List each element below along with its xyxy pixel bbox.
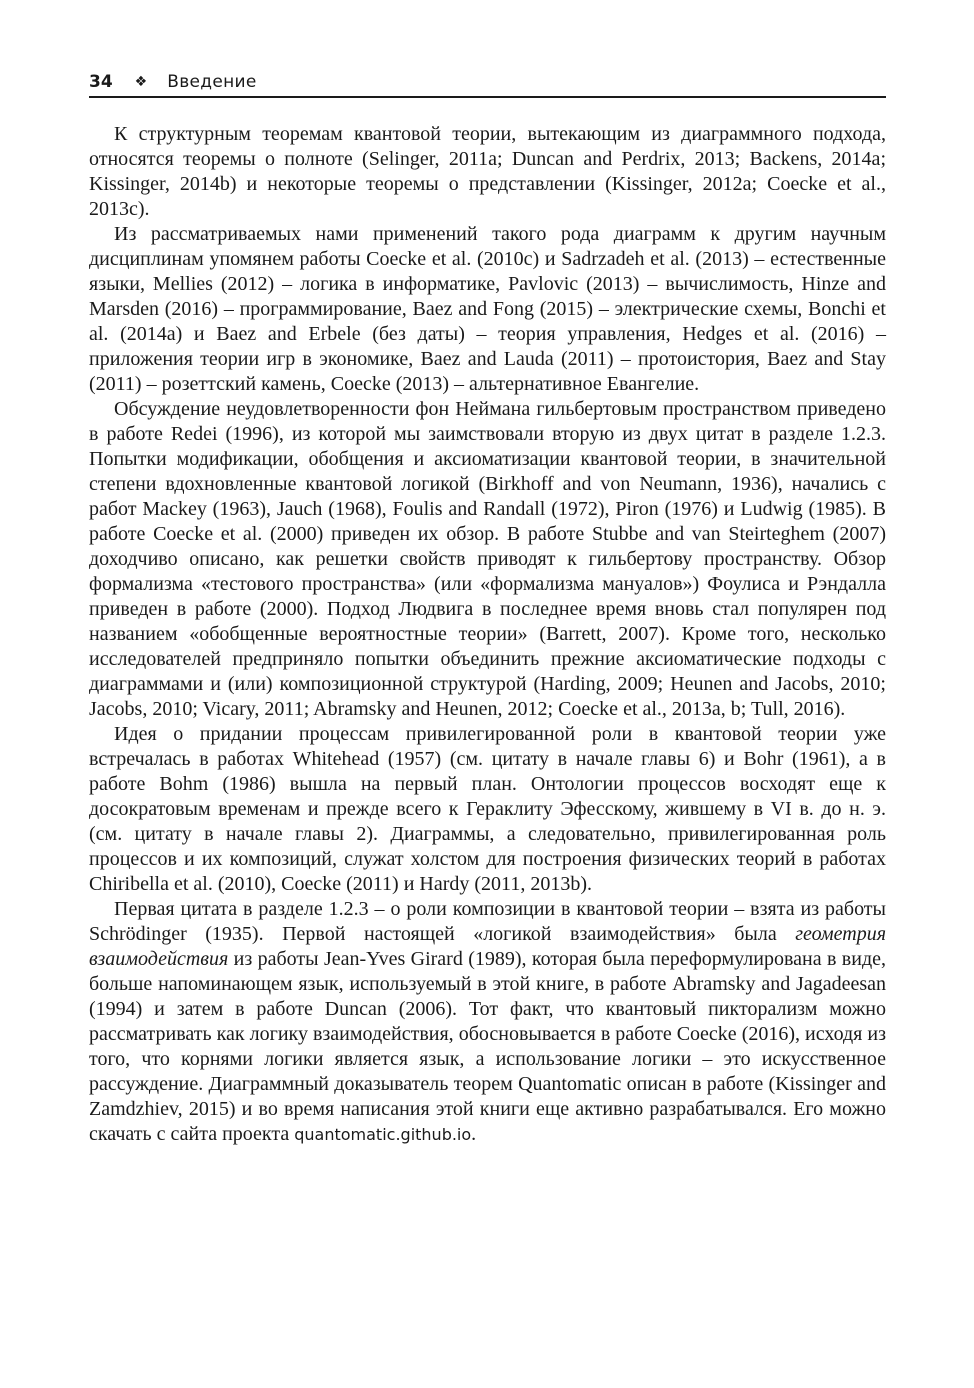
paragraph-text-segment: из работы Jean-Yves Girard (1989), которая была переформулирована в виде, больше напоминающем язык, используемый в этой книге, в работе Abramsky and Jagadeesan (1994) и затем в работе Duncan (2006). Тот факт, что квантовый пикторализм можно рассматривать как логику взаимодействия, обосновывается в работе Coecke (2016), исходя из того, что корнями логики является язык, а использование логики – это искусственное рассуждение. Диаграммный доказыватель теорем Quantomatic описан в работе (Kissinger and Zamdzhiev, 2015) и во время написания этой книги еще активно разрабатывался. Его можно скачать с сайта проекта xyxy=(89,948,886,1145)
page-number: 34 xyxy=(89,72,113,92)
page-header xyxy=(89,68,886,98)
four-diamond-ornament-icon: ❖ xyxy=(134,74,148,90)
paragraph-applications: Из рассматриваемых нами применений такого рода диаграмм к другим научным дисциплинам упомянем работы Coecke et al. (2010c) и Sadrzadeh et al. (2013) – естественные языки, Mellies (2012) – логика в информатике, Pavlovic (2013) – вычислимость, Hinze and Marsden (2016) – программирование, Baez and Fong (2015) – электрические схемы, Bonchi et al. (2014a) и Baez and Erbele (без даты) – теория управления, Hedges et al. (2016) – приложения теории игр в экономике, Baez and Lauda (2011) – протоистория, Baez and Stay (2011) – розеттский камень, Coecke (2013) – альтернативное Евангелие. xyxy=(89,223,886,395)
paragraph-end-punctuation: . xyxy=(471,1123,477,1145)
paragraph-processes: Идея о придании процессам привилегированной роли в квантовой теории уже встречалась в работах Whitehead (1957) (см. цитату в начале главы 6) и Bohr (1961), а в работе Bohm (1986) вышла на первый план. Онтологии процессов восходят еще к досократовым временам и прежде всего к Гераклиту Эфесскому, жившему в VI в. до н. э. (см. цитату в начале главы 2). Диаграммы, а следовательно, привилегированная роль процессов и их композиций, служат холстом для построения физических теорий в работах Chiribella et al. (2010), Coecke (2011) и Hardy (2011, 2013b). xyxy=(89,723,886,895)
project-url-link[interactable]: quantomatic.github.io xyxy=(294,1125,472,1144)
body-text xyxy=(89,122,886,1147)
paragraph-von-neumann: Обсуждение неудовлетворенности фон Неймана гильбертовым пространством приведено в работе Redei (1996), из которой мы заимствовали вторую из двух цитат в разделе 1.2.3. Попытки модификации, обобщения и аксиоматизации квантовой теории, в значительной степени вдохновленные квантовой логикой (Birkhoff and von Neumann, 1936), начались с работ Mackey (1963), Jauch (1968), Foulis and Randall (1972), Piron (1976) и Ludwig (1985). В работе Coecke et al. (2000) приведен их обзор. В работе Stubbe and van Steirteghem (2007) доходчиво описано, как решетки свойств приводят к гильбертову пространству. Обзор формализма «тестового пространства» (или «формализма мануалов») Фоулиса и Рэндалла приведен в работе (2000). Подход Людвига в последнее время вновь стал популярен под названием «обобщенные вероятностные теории» (Barrett, 2007). Кроме того, несколько исследователей предприняло попытки объединить прежние аксиоматические подходы с диаграммами и (или) композиционной структурой (Harding, 2009; Heunen and Jacobs, 2010; Jacobs, 2010; Vicary, 2011; Abramsky and Heunen, 2012; Coecke et al., 2013a, b; Tull, 2016). xyxy=(89,398,886,720)
running-title: Введение xyxy=(167,72,257,92)
paragraph-text-segment: Первая цитата в разделе 1.2.3 – о роли композиции в квантовой теории – взята из работы Schrödinger (1935). Первой настоящей «логикой взаимодействия» была xyxy=(89,898,886,945)
italic-term: геометрия взаимодействия xyxy=(89,923,886,970)
paragraph-first-quote xyxy=(89,897,886,1147)
paragraph-structural-theorems: К структурным теоремам квантовой теории, вытекающим из диаграммного подхода, относятся теоремы о полноте (Selinger, 2011a; Duncan and Perdrix, 2013; Backens, 2014a; Kissinger, 2014b) и некоторые теоремы о представлении (Kissinger, 2012a; Coecke et al., 2013c). xyxy=(89,123,886,220)
